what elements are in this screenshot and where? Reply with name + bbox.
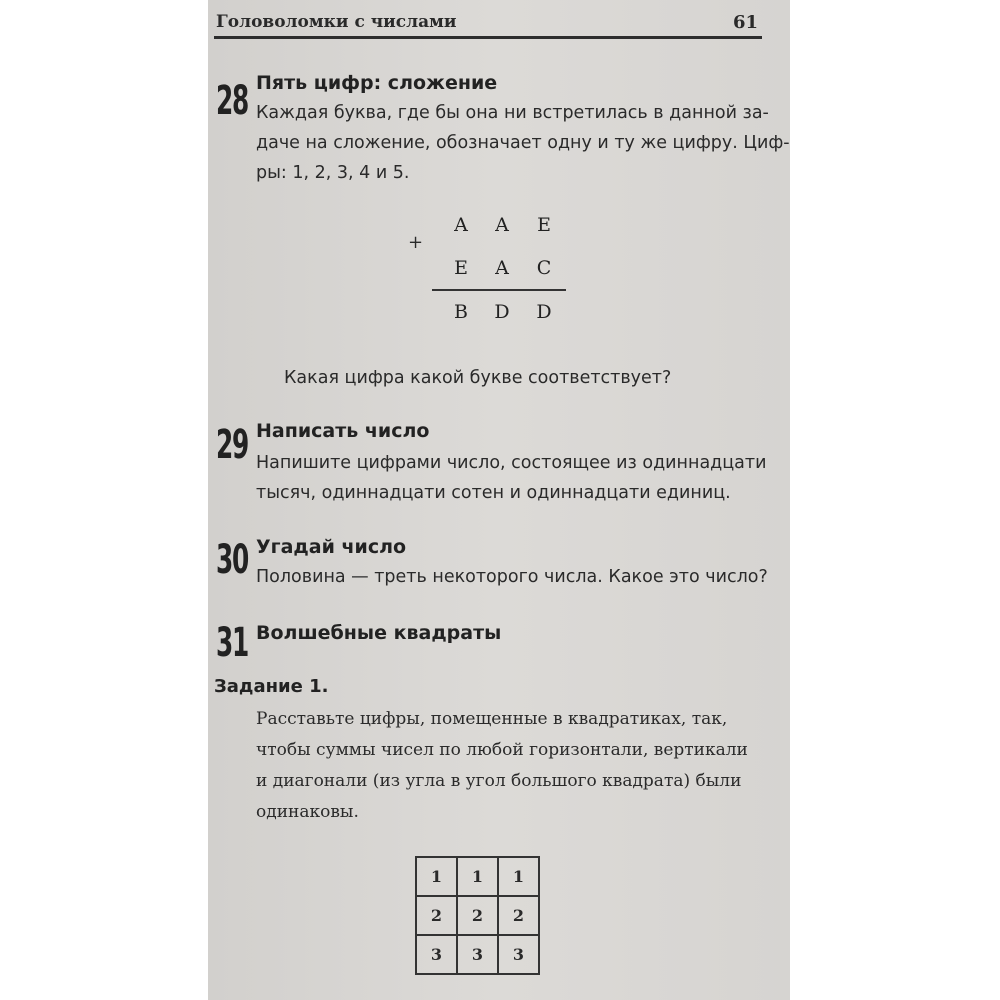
problem-29-line-1: Напишите цифрами число, состоящее из одиннадцати — [256, 453, 767, 473]
plus-sign: + — [408, 232, 424, 253]
grid-row — [416, 935, 539, 974]
addend-1-digit-1: A — [454, 214, 468, 236]
addend-2-digit-2: A — [495, 257, 509, 279]
grid-cell: 2 — [416, 896, 457, 935]
result-digit-1: B — [454, 301, 468, 323]
grid-cell: 3 — [457, 935, 498, 974]
problem-28-line-1: Каждая буква, где бы она ни встретилась в данной за- — [256, 103, 769, 123]
problem-31-number: 31 — [216, 620, 249, 666]
page-number: 61 — [732, 12, 758, 33]
addend-1-digit-2: A — [495, 214, 509, 236]
problem-31-line-4: одинаковы. — [256, 802, 359, 822]
problem-28-text — [256, 98, 790, 188]
grid-row — [416, 896, 539, 935]
grid-cell: 2 — [457, 896, 498, 935]
grid-row — [416, 857, 539, 896]
problem-29-title: Написать число — [256, 420, 430, 442]
problem-30-line-1: Половина — треть некоторого числа. Какое это число? — [256, 567, 768, 587]
grid-cell: 3 — [498, 935, 539, 974]
grid-cell: 2 — [498, 896, 539, 935]
grid-cell: 1 — [498, 857, 539, 896]
problem-28-line-2: даче на сложение, обозначает одну и ту же цифру. Циф- — [256, 133, 790, 153]
result-digit-3: D — [536, 301, 552, 323]
grid-cell: 1 — [457, 857, 498, 896]
problem-31-title: Волшебные квадраты — [256, 622, 502, 644]
header-title: Головоломки с числами — [216, 12, 457, 32]
problem-29-number: 29 — [216, 422, 249, 468]
problem-31-text — [256, 704, 748, 828]
problem-31-line-2: чтобы суммы чисел по любой горизонтали, вертикали — [256, 740, 748, 760]
problem-29-text — [256, 448, 766, 508]
grid-cell: 3 — [416, 935, 457, 974]
problem-30-text — [256, 562, 768, 592]
addend-2-digit-3: C — [536, 257, 552, 279]
problem-28-title: Пять цифр: сложение — [256, 72, 498, 94]
task-label: Задание 1. — [214, 676, 329, 697]
problem-30-title: Угадай число — [256, 536, 407, 558]
result-digit-2: D — [494, 301, 510, 323]
sum-line — [432, 289, 566, 291]
problem-30-number: 30 — [216, 537, 249, 583]
grid-cell: 1 — [416, 857, 457, 896]
addend-2-digit-1: E — [454, 257, 468, 279]
running-header — [214, 4, 762, 39]
problem-28-number: 28 — [216, 78, 249, 124]
addend-1-digit-3: E — [537, 214, 551, 236]
problem-31-line-3: и диагонали (из угла в угол большого квадрата) были — [256, 771, 742, 791]
problem-28-question: Какая цифра какой букве соответствует? — [284, 368, 672, 388]
magic-square-grid — [415, 856, 540, 975]
problem-29-line-2: тысяч, одиннадцати сотен и одиннадцати единиц. — [256, 483, 731, 503]
problem-28-line-3: ры: 1, 2, 3, 4 и 5. — [256, 163, 410, 183]
problem-31-line-1: Расставьте цифры, помещенные в квадратиках, так, — [256, 709, 728, 729]
